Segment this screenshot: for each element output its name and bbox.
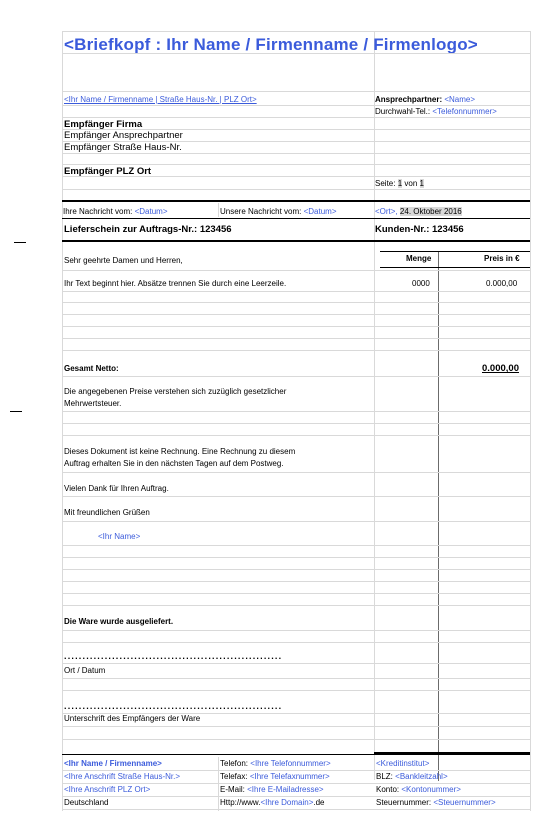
recipient-street: Empfänger Straße Haus-Nr. (64, 142, 182, 153)
salutation: Sehr geehrte Damen und Herren, (64, 256, 183, 265)
recipient-city: Empfänger PLZ Ort (64, 166, 152, 177)
footer-blz-value: <Bankleitzahl> (395, 772, 448, 781)
footer-account-value: <Kontonummer> (401, 785, 461, 794)
fold-mark-middle (10, 411, 22, 412)
footer-fax-label: Telefax: (220, 772, 248, 781)
grid-line-refs-col2 (218, 203, 219, 217)
contact-value: <Name> (444, 95, 476, 104)
column-header-price: Preis in € (484, 254, 520, 263)
footer-fax (220, 772, 330, 781)
footer-website-label: Http://www. (220, 798, 261, 807)
place-value: <Ort>, (375, 207, 398, 216)
vat-note-line-2: Mehrwertsteuer. (64, 399, 122, 408)
item-price: 0.000,00 (486, 279, 518, 288)
footer-tax-label: Steuernummer: (376, 798, 432, 807)
place-date (375, 207, 462, 216)
phone-value: <Telefonnummer> (432, 107, 497, 116)
place-date-dotted-line: ........................................................... (64, 651, 283, 661)
footer-tax-number (376, 798, 496, 807)
grid-line-page-right (530, 31, 531, 811)
your-message-ref (63, 207, 168, 216)
footer-email-value: <Ihre E-Mailadresse> (247, 785, 324, 794)
recipient-contact: Empfänger Ansprechpartner (64, 130, 183, 141)
direct-phone (375, 107, 497, 116)
fold-mark-top (14, 242, 26, 243)
footer-company-name: <Ihr Name / Firmenname> (64, 759, 162, 768)
grid-line-right-column (374, 31, 375, 780)
our-message-value: <Datum> (303, 207, 337, 216)
contact-label: Ansprechpartner: (375, 95, 443, 104)
footer-website (220, 798, 325, 807)
footer-phone-value: <Ihre Telefonnummer> (250, 759, 331, 768)
column-header-quantity: Menge (406, 254, 432, 263)
page-total: 1 (419, 179, 424, 188)
grid-line-page-left (62, 31, 63, 811)
footer-account-label: Konto: (376, 785, 400, 794)
our-message-ref (220, 207, 337, 216)
footer-street: <Ihre Anschrift Straße Haus-Nr.> (64, 772, 181, 781)
footer-email-label: E-Mail: (220, 785, 245, 794)
page-current: 1 (397, 179, 403, 188)
footer-blz (376, 772, 448, 781)
greeting-text: Mit freundlichen Grüßen (64, 508, 150, 517)
contact-person (375, 95, 475, 104)
footer-account (376, 785, 461, 794)
item-text: Ihr Text beginnt hier. Absätze trennen Sie durch eine Leerzeile. (64, 279, 287, 288)
document-sheet (62, 31, 530, 811)
table-divider-price (438, 251, 439, 781)
letterhead-title: <Briefkopf : Ihr Name / Firmenname / Firmenlogo> (64, 35, 478, 54)
recipient-company: Empfänger Firma (64, 119, 143, 130)
page-number (375, 179, 424, 188)
footer-phone-label: Telefon: (220, 759, 249, 768)
footer-tax-value: <Steuernummer> (433, 798, 496, 807)
footer-phone (220, 759, 331, 768)
footer-blz-label: BLZ: (376, 772, 393, 781)
footer-country: Deutschland (64, 798, 109, 807)
vat-note-line-1: Die angegebenen Preise verstehen sich zuzüglich gesetzlicher (64, 387, 287, 396)
invoice-note-line-2: Auftrag erhalten Sie in den nächsten Tagen auf dem Postweg. (64, 459, 284, 468)
footer-bank: <Kreditinstitut> (376, 759, 430, 768)
customer-number: Kunden-Nr.: 123456 (375, 224, 464, 235)
our-message-label: Unsere Nachricht vom: (220, 207, 302, 216)
phone-label: Durchwahl-Tel.: (375, 107, 431, 116)
sender-line: <Ihr Name / Firmenname | Straße Haus-Nr. | PLZ Ort> (64, 95, 257, 104)
page-of: von (404, 179, 418, 188)
receiver-signature-caption: Unterschrift des Empfängers der Ware (64, 714, 201, 723)
grid-line-footer-col2 (218, 757, 219, 811)
thanks-text: Vielen Dank für Ihren Auftrag. (64, 484, 169, 493)
footer-fax-value: <Ihre Telefaxnummer> (249, 772, 330, 781)
your-message-value: <Datum> (134, 207, 168, 216)
signature-dotted-line: ........................................................... (64, 701, 283, 711)
delivery-note-title: Lieferschein zur Auftrags-Nr.: 123456 (64, 224, 232, 235)
your-message-label: Ihre Nachricht vom: (63, 207, 133, 216)
invoice-note-line-1: Dieses Dokument ist keine Rechnung. Eine Rechnung zu diesem (64, 447, 296, 456)
total-net-value: 0.000,00 (482, 363, 519, 374)
footer-website-suffix: .de (313, 798, 325, 807)
place-date-caption: Ort / Datum (64, 666, 106, 675)
date-value: 24. Oktober 2016 (399, 207, 462, 216)
footer-website-value: <Ihre Domain> (260, 798, 314, 807)
goods-delivered: Die Ware wurde ausgeliefert. (64, 617, 174, 626)
footer-email (220, 785, 324, 794)
footer-city: <Ihre Anschrift PLZ Ort> (64, 785, 151, 794)
total-net-label: Gesamt Netto: (64, 364, 119, 373)
item-quantity: 0000 (412, 279, 430, 288)
page-label: Seite: (375, 179, 396, 188)
signature-name: <Ihr Name> (98, 532, 141, 541)
